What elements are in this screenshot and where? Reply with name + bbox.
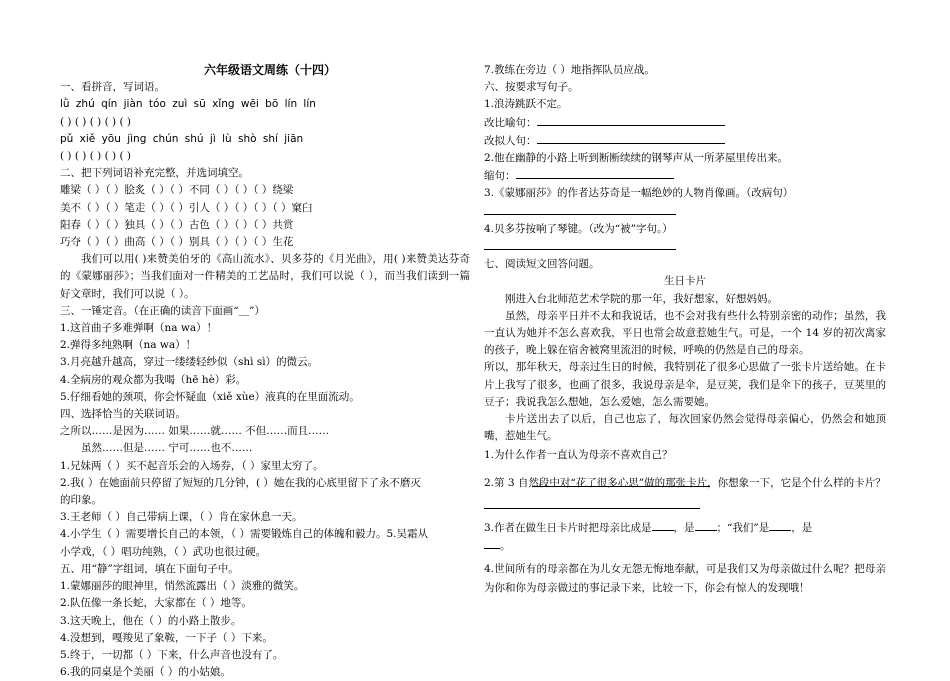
story-paragraph: 刚进入台北师范艺术学院的那一年，我好想家，好想妈妈。: [505, 292, 778, 305]
question-continued: 。: [484, 537, 886, 555]
conjunction-options: 虽然……但是…… 宁可……也不……: [81, 442, 253, 455]
pinyin-row-2: pǔ xiě yōu jìng chún shú jì lù shò shí jiān: [60, 132, 304, 145]
answer-line: [484, 203, 886, 221]
list-item: 2.我( ）在她面前只停留了短短的几分钟，( ）她在我的心底里留下了永不磨灭: [60, 476, 421, 489]
list-item: 1.蒙娜丽莎的眼神里，悄然流露出（ ）淡雅的微笑。: [60, 580, 305, 593]
right-column: [484, 62, 886, 598]
question: 1.为什么作者一直认为母亲不喜欢自己？: [484, 449, 673, 462]
answer-blank[interactable]: [532, 475, 710, 487]
left-column: [60, 62, 470, 681]
question: 3.作者在做生日卡片时把母亲比成是 ，是 ；“我们”是 ，是: [484, 519, 886, 537]
list-item: 5.仔细看她的颈项，你会怀疑血（xiě xùe）液真的在里面流动。: [60, 390, 360, 403]
section3-heading: 三、一锤定音。（在正确的读音下面画“＿”）: [60, 304, 265, 317]
story-paragraph: 卡片送出去了以后，自己也忘了，每次回家仍然会觉得母亲偏心，仍然会和她顶嘴，惹她生气。: [484, 413, 886, 443]
section4-heading: 四、选择恰当的关联词语。: [60, 408, 186, 421]
list-item: 3.这天晚上，他在（ ）的小路上散步。: [60, 614, 242, 627]
answer-line: [484, 465, 886, 475]
section7-heading: 七、阅读短文回答问题。: [484, 258, 600, 271]
story-title: 生日卡片: [664, 275, 706, 288]
list-item: 4.全病房的观众都为我喝（hē hè）彩。: [60, 373, 247, 386]
answer-blank[interactable]: [537, 114, 725, 126]
idiom-row: 雕梁（ ）（ ）脍炙（ ）（ ）不同（ ）（ ）（ ）绕梁: [60, 184, 294, 197]
list-item: 3.月亮越升越高，穿过一缕缕轻纱似（shì sì）的微云。: [60, 356, 319, 369]
question: 1.浪涛跳跃不定。: [484, 98, 568, 111]
idiom-row: 巧夺（ ）（ ）曲高（ ）（ ）别具（ ）（ ）（ ）生花: [60, 236, 294, 249]
answer-blank[interactable]: [484, 537, 500, 549]
idiom-row: 美不（ ）（ ）笔走（ ）（ ）引人（ ）（ ）（ ）（ ）窠臼: [60, 201, 313, 214]
story-paragraph: 虽然，母亲平日并不太和我说话，也不会对我有些什么特别亲密的动作；虽然，我一直认为她并不怎么喜欢我，平日也常会故意惹她生气。可是，一个 14 岁的初次离家的孩子，晚上躲在宿舍被窝里流泪的时候，呼唤的仍然是自己的母亲。: [484, 309, 886, 357]
answer-blank[interactable]: [484, 238, 676, 250]
list-item: 2.队伍像一条长蛇，大家都在（ ）地等。: [60, 597, 252, 610]
conjunction-options: 之所以……是因为…… 如果……就…… 不但……而且……: [60, 425, 330, 438]
list-item: 2.弹得多纯熟啊（na wa）！: [60, 339, 197, 352]
answer-blank[interactable]: [652, 519, 674, 531]
question: 2.他在幽静的小路上听到断断续续的钢琴声从一所茅屋里传出来。: [484, 152, 789, 165]
answer-line-metaphor: 改比喻句：: [484, 114, 886, 132]
answer-blank[interactable]: [537, 132, 725, 144]
answer-boxes-row-1: ( ) ( ) ( ) ( ) ( ): [60, 115, 132, 128]
question: 3.《蒙娜丽莎》的作者达芬奇是一幅绝妙的人物肖像画。（改病句）: [484, 187, 794, 200]
idiom-row: 阳春（ ）（ ）独具（ ）（ ）古色（ ）（ ）（ ）共赏: [60, 218, 294, 231]
answer-line-shorten: 缩句：: [484, 167, 886, 185]
question: 4.世间所有的母亲都在为儿女无怨无悔地奉献，可是我们又为母亲做过什么呢？把母亲为你和你为母亲做过的事记录下来，比较一下，你会有惊人的发现哦！: [484, 562, 886, 594]
list-item: 6.我的同桌是个美丽（ ）的小姑娘。: [60, 666, 231, 679]
fill-in-paragraph: 我们可以用( )来赞美伯牙的《高山流水》、贝多芬的《月光曲》，用( )来赞美达芬奇的《蒙娜丽莎》；当我们面对一件精美的工艺品时，我们可以说（ ），而当我们读到一篇好文章时，我们可以说（ ）。: [60, 253, 470, 300]
list-item: 小学戏，（ ）唱功纯熟，（ ）武功也很过硬。: [60, 545, 267, 558]
story-paragraph: 所以，那年秋天，母亲过生日的时候，我特别花了很多心思做了一张卡片送给她。在卡片上我写了很多，也画了很多，我说母亲是伞，是豆荚，我们是伞下的孩子，豆荚里的豆子；我说我怎么想她，怎么爱她，怎么需要她。: [484, 361, 886, 408]
answer-blank[interactable]: [484, 203, 676, 215]
list-item: 的印象。: [60, 494, 102, 507]
answer-blank[interactable]: [484, 497, 700, 509]
list-item: 4.小学生（ ）需要增长自己的本领，（ ）需要锻炼自己的体魄和毅力。5.吴霜从: [60, 528, 428, 541]
page-title: 六年级语文周练（十四）: [203, 63, 336, 77]
answer-blank[interactable]: [695, 519, 717, 531]
pinyin-row-1: lǜ zhú qín jiàn tóo zuì sū xǐng wēi bō lín lín: [60, 98, 316, 111]
list-item: 7.教练在旁边（ ）地指挥队员应战。: [484, 64, 655, 76]
answer-line: [484, 497, 886, 515]
list-item: 5.终于，一切都（ ）下来，什么声音也没有了。: [60, 648, 284, 661]
answer-blank[interactable]: [769, 519, 791, 531]
answer-line: [484, 238, 886, 256]
answer-line-personification: 改拟人句：: [484, 132, 886, 150]
question: 2.第 3 自然段中对“花了很多心思”做的那张卡片，你想象一下，它是个什么样的卡片？: [484, 476, 886, 489]
list-item: 1.兄妹两（ ）买不起音乐会的入场券，（ ）家里太穷了。: [60, 459, 324, 472]
list-item: 3.王老师（ ）自己带病上课，（ ）肯在家休息一天。: [60, 511, 303, 524]
section5-heading: 五、用“静”字组词，填在下面句子中。: [60, 562, 239, 575]
answer-blank[interactable]: [516, 167, 674, 179]
section2-heading: 二、把下列词语补充完整，并选词填空。: [60, 167, 249, 180]
question: 4.贝多芬按响了琴键。（改为“被”字句。）: [484, 222, 673, 235]
list-item: 1.这首曲子多难弹啊（na wa）！: [60, 322, 218, 335]
answer-boxes-row-2: ( ) ( ) ( ) ( ) ( ): [60, 150, 132, 163]
section1-heading: 一、看拼音，写词语。: [60, 81, 165, 94]
section6-heading: 六、按要求写句子。: [484, 81, 579, 94]
list-item: 4.没想到，嘎羧见了象鞍，一下子（ ）下来。: [60, 631, 273, 644]
